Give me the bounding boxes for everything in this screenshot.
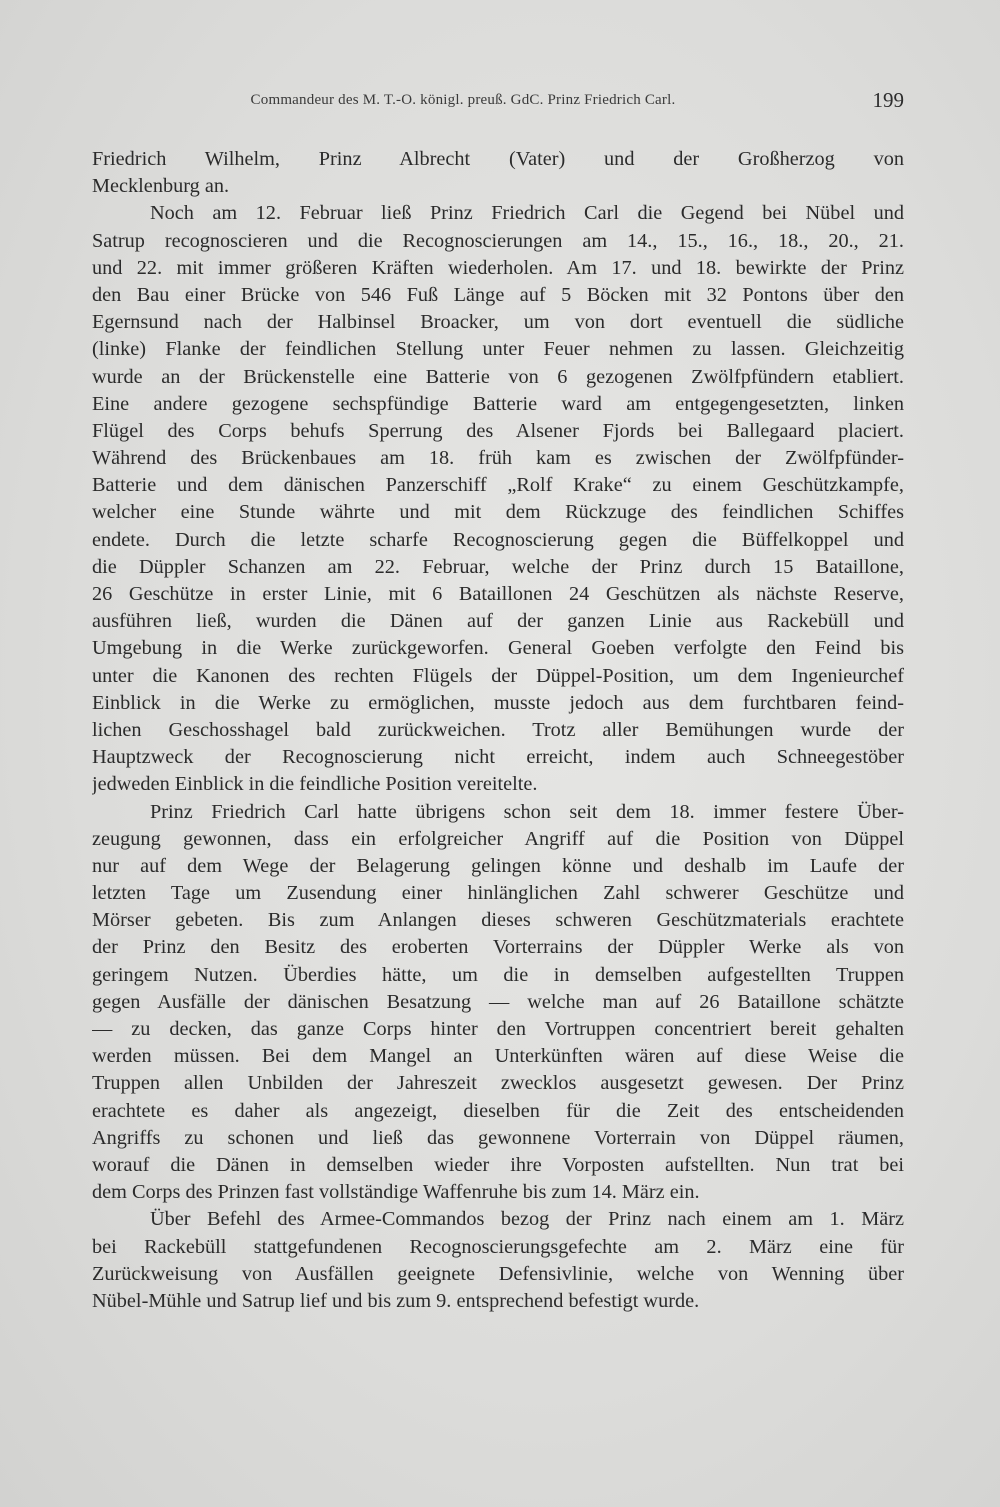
text-line: Prinz Friedrich Carl hatte übrigens schon seit dem 18. immer festere Über- (150, 800, 904, 823)
text-line: Nübel-Mühle und Satrup lief und bis zum 9. entsprechend befestigt wurde. (92, 1289, 700, 1312)
text-line: Truppen allen Unbilden der Jahreszeit zwecklos ausgesetzt gewesen. Der Prinz (92, 1072, 904, 1095)
text-line: und 22. mit immer größeren Kräften wiederholen. Am 17. und 18. bewirkte der Prinz (92, 256, 904, 279)
text-line: erachtete es daher als angezeigt, dieselben für die Zeit des entscheidenden (92, 1099, 904, 1122)
text-line: letzten Tage um Zusendung einer hinlänglichen Zahl schwerer Geschütze und (92, 882, 904, 905)
text-line: bei Rackebüll stattgefundenen Recognoscierungsgefechte am 2. März eine für (92, 1235, 904, 1258)
text-line: Mörser gebeten. Bis zum Anlangen dieses schweren Geschützmaterials erachtete (92, 909, 904, 932)
text-line: Über Befehl des Armee-Commandos bezog der Prinz nach einem am 1. März (150, 1208, 904, 1231)
text-line: werden müssen. Bei dem Mangel an Unterkünften wären auf diese Weise die (92, 1045, 904, 1068)
text-line: Satrup recognoscieren und die Recognoscierungen am 14., 15., 16., 18., 20., 21. (92, 229, 904, 252)
text-line: wurde an der Brückenstelle eine Batterie von 6 gezogenen Zwölfpfündern etabliert. (92, 365, 904, 388)
text-line: jedweden Einblick in die feindliche Position vereitelte. (92, 773, 538, 796)
text-line: 26 Geschütze in erster Linie, mit 6 Bataillonen 24 Geschützen als nächste Reserve, (92, 583, 904, 605)
text-line: — zu decken, das ganze Corps hinter den Vortruppen concentriert bereit gehalten (92, 1018, 904, 1040)
text-line: Eine andere gezogene sechspfündige Batterie ward am entgegengesetzten, linken (92, 392, 904, 415)
text-line: Egernsund nach der Halbinsel Broacker, um von dort eventuell die südliche (92, 311, 904, 334)
text-line: Flügel des Corps behufs Sperrung des Alsener Fjords bei Ballegaard placiert. (92, 419, 904, 442)
text-line: Friedrich Wilhelm, Prinz Albrecht (Vater) und der Großherzog von (92, 148, 904, 170)
text-line: zeugung gewonnen, dass ein erfolgreicher Angriff auf die Position von Düppel (92, 827, 904, 850)
text-line: endete. Durch die letzte scharfe Recognoscierung gegen die Büffelkoppel und (92, 528, 904, 551)
body-text (92, 146, 904, 1315)
text-line: den Bau einer Brücke von 546 Fuß Länge auf 5 Böcken mit 32 Pontons über den (92, 283, 904, 306)
running-title: Commandeur des M. T.-O. königl. preuß. GdC. Prinz Friedrich Carl. (250, 92, 676, 108)
text-line: worauf die Dänen in demselben wieder ihre Vorposten aufstellten. Nun trat bei (92, 1153, 904, 1176)
text-line: der Prinz den Besitz des eroberten Vorterrains der Düppler Werke als von (92, 936, 904, 959)
paragraph (92, 799, 904, 1207)
text-line: ausführen ließ, wurden die Dänen auf der ganzen Linie aus Rackebüll und (92, 610, 904, 633)
text-line: Mecklenburg an. (92, 175, 230, 198)
text-line: Während des Brückenbaues am 18. früh kam es zwischen der Zwölfpfünder- (92, 447, 904, 470)
text-line: geringem Nutzen. Überdies hätte, um die in demselben aufgestellten Truppen (92, 963, 904, 986)
text-line: nur auf dem Wege der Belagerung gelingen könne und deshalb im Laufe der (92, 854, 904, 877)
running-header (92, 88, 904, 116)
paragraph (92, 200, 904, 798)
text-line: Hauptzweck der Recognoscierung nicht erreicht, indem auch Schneegestöber (92, 746, 904, 769)
text-line: Batterie und dem dänischen Panzerschiff „Rolf Krake“ zu einem Geschützkampfe, (92, 474, 904, 497)
text-line: lichen Geschosshagel bald zurückweichen. Trotz aller Bemühungen wurde der (92, 718, 904, 741)
text-line: Noch am 12. Februar ließ Prinz Friedrich Carl die Gegend bei Nübel und (150, 202, 904, 225)
text-line: gegen Ausfälle der dänischen Besatzung — welche man auf 26 Bataillone schätzte (92, 990, 904, 1013)
text-line: Einblick in die Werke zu ermöglichen, musste jedoch aus dem furchtbaren feind- (92, 691, 904, 714)
text-line: die Düppler Schanzen am 22. Februar, welche der Prinz durch 15 Bataillone, (92, 555, 904, 578)
text-line: unter die Kanonen des rechten Flügels der Düppel-Position, um dem Ingenieurchef (92, 664, 904, 687)
text-line: (linke) Flanke der feindlichen Stellung unter Feuer nehmen zu lassen. Gleichzeitig (92, 338, 904, 361)
page-number: 199 (872, 88, 904, 112)
text-line: dem Corps des Prinzen fast vollständige Waffenruhe bis zum 14. März ein. (92, 1181, 700, 1204)
text-line: welcher eine Stunde währte und mit dem Rückzuge des feindlichen Schiffes (92, 501, 904, 524)
text-line: Zurückweisung von Ausfällen geeignete Defensivlinie, welche von Wenning über (92, 1262, 904, 1285)
text-line: Umgebung in die Werke zurückgeworfen. General Goeben verfolgte den Feind bis (92, 637, 904, 660)
paragraph (92, 1206, 904, 1315)
paragraph (92, 146, 904, 200)
text-line: Angriffs zu schonen und ließ das gewonnene Vorterrain von Düppel räumen, (92, 1126, 904, 1149)
